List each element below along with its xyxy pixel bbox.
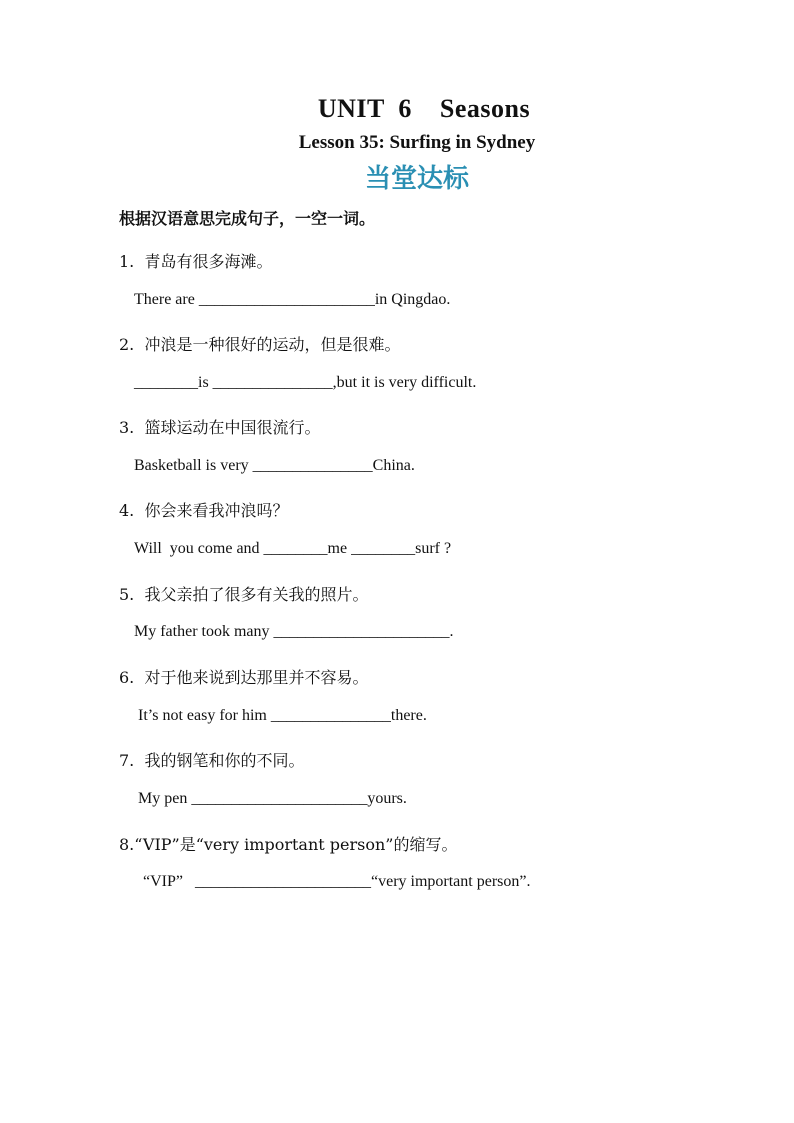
- question-prompt-8: 8.“VIP”是“very important person”的缩写。: [119, 835, 458, 854]
- question-sentence-5: My father took many ______________________.: [134, 623, 454, 640]
- question-prompt-5: 5. 我父亲拍了很多有关我的照片。: [119, 585, 369, 604]
- section-title: 当堂达标: [364, 164, 469, 194]
- question-prompt-3: 3. 篮球运动在中国很流行。: [119, 418, 321, 437]
- question-sentence-1: There are ______________________in Qingdao.: [134, 291, 451, 308]
- instruction-text: 根据汉语意思完成句子，一空一词。: [119, 209, 376, 228]
- question-sentence-7: My pen ______________________yours.: [138, 790, 407, 807]
- unit-title: UNIT 6 Seasons: [317, 94, 531, 123]
- question-prompt-7: 7. 我的钢笔和你的不同。: [119, 751, 305, 770]
- question-sentence-4: Will you come and ________me ________surf ?: [134, 540, 452, 557]
- question-prompt-4: 4. 你会来看我冲浪吗？: [119, 501, 289, 520]
- lesson-title: Lesson 35: Surfing in Sydney: [298, 132, 536, 153]
- question-sentence-2: ________is _______________,but it is very difficult.: [134, 374, 477, 391]
- question-prompt-2: 2. 冲浪是一种很好的运动，但是很难。: [119, 335, 401, 354]
- question-sentence-6: It’s not easy for him _______________there.: [138, 707, 427, 724]
- question-prompt-6: 6. 对于他来说到达那里并不容易。: [119, 668, 369, 687]
- question-sentence-3: Basketball is very _______________China.: [134, 457, 415, 474]
- question-sentence-8: “VIP” ______________________“very important person”.: [143, 873, 531, 890]
- question-prompt-1: 1. 青岛有很多海滩。: [119, 252, 273, 271]
